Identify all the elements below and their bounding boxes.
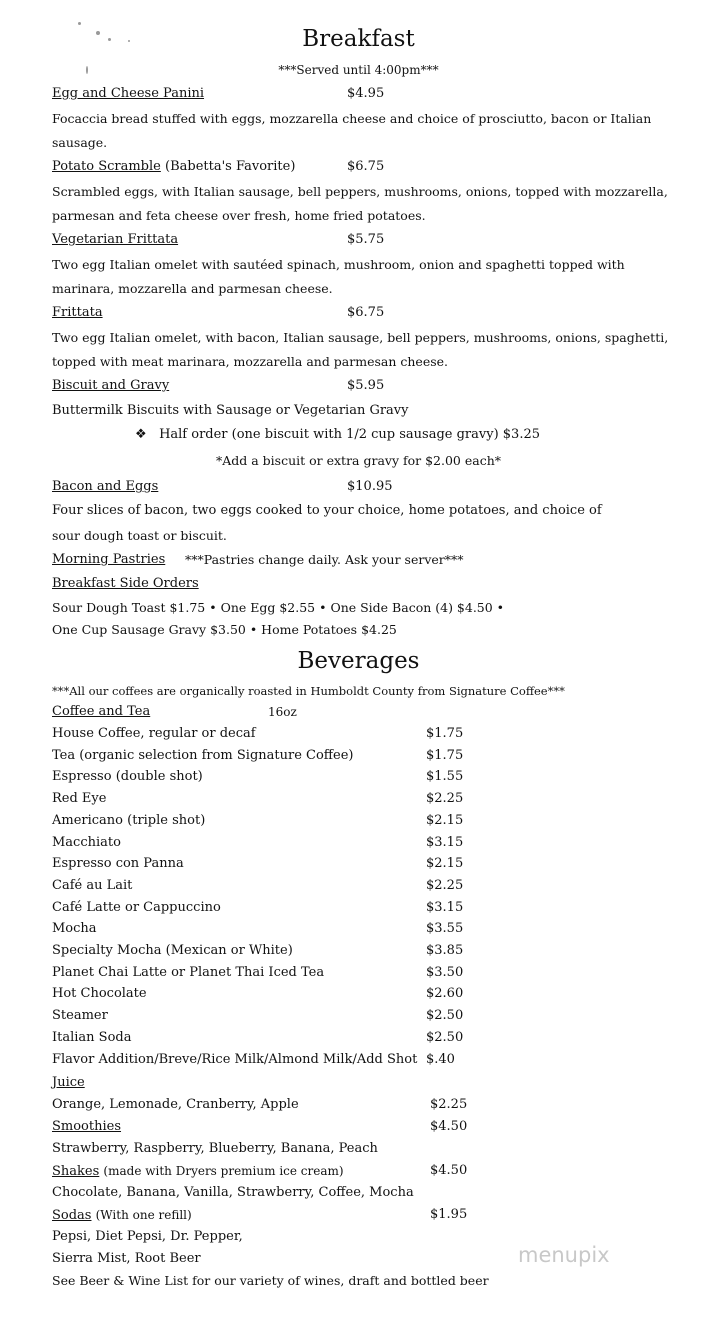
coffee-item-price: $1.55 [426,769,464,784]
side-orders-name: Breakfast Side Orders [52,576,199,591]
coffee-item-price: $3.85 [426,943,464,958]
juice-header: Juice [52,1075,85,1090]
item-biscuit-gravy-note: *Add a biscuit or extra gravy for $2.00 each* [215,453,502,468]
coffee-item-name: Macchiato [52,835,121,850]
item-egg-cheese-panini-name: Egg and Cheese Panini [52,86,205,101]
item-potato-scramble-desc: parmesan and feta cheese over fresh, home fried potatoes. [52,208,426,223]
coffee-item-price: $1.75 [426,726,464,741]
sodas-heading [52,1206,192,1225]
coffee-item-name: Espresso con Panna [52,856,184,871]
coffee-item-name: Espresso (double shot) [52,769,203,784]
coffee-item-name: House Coffee, regular or decaf [52,726,256,741]
item-frittata-desc: topped with meat marinara, mozzarella and parmesan cheese. [52,354,449,369]
coffee-item-price: $2.25 [426,878,464,893]
beer-wine-footer: See Beer & Wine List for our variety of wines, draft and bottled beer [52,1273,489,1288]
item-bacon-eggs-desc: sour dough toast or biscuit. [52,528,227,543]
juice-price: $2.25 [430,1097,468,1112]
coffee-item-name: Mocha [52,921,97,936]
smoothies-price: $4.50 [430,1119,468,1134]
shakes-suffix: (made with Dryers premium ice cream) [103,1164,344,1178]
shakes-header: Shakes [52,1164,100,1179]
item-bacon-eggs-desc: Four slices of bacon, two eggs cooked to your choice, home potatoes, and choice of [52,503,602,518]
sodas-price: $1.95 [430,1207,468,1222]
sodas-suffix: (With one refill) [95,1208,192,1222]
item-potato-scramble-desc: Scrambled eggs, with Italian sausage, bell peppers, mushrooms, onions, topped with mozzarella, [52,184,668,199]
item-egg-cheese-panini-desc: Focaccia bread stuffed with eggs, mozzarella cheese and choice of prosciutto, bacon or Italian [52,111,652,126]
beverages-title: Beverages [297,648,420,674]
coffee-item-name: Planet Chai Latte or Planet Thai Iced Tea [52,965,325,980]
coffee-item-name: Café Latte or Cappuccino [52,900,221,915]
coffee-item-name: Steamer [52,1008,108,1023]
coffee-item-price: $3.50 [426,965,464,980]
item-frittata-name: Frittata [52,305,103,320]
morning-pastries-name: Morning Pastries [52,552,166,567]
sodas-header: Sodas [52,1208,92,1223]
item-potato-scramble-heading [52,158,295,176]
coffee-item-name: Red Eye [52,791,107,806]
coffee-tea-header: Coffee and Tea [52,704,151,719]
item-potato-scramble-suffix: (Babetta's Favorite) [165,159,296,174]
diamond-bullet-icon: ❖ [135,427,147,442]
juice-items: Orange, Lemonade, Cranberry, Apple [52,1097,299,1112]
item-vegetarian-frittata-desc: Two egg Italian omelet with sautéed spinach, mushroom, onion and spaghetti topped with [52,257,625,272]
item-vegetarian-frittata-desc: marinara, mozzarella and parmesan cheese. [52,281,333,296]
shakes-items: Chocolate, Banana, Vanilla, Strawberry, Coffee, Mocha [52,1185,414,1200]
coffee-item-price: $2.50 [426,1030,464,1045]
coffee-item-price: $1.75 [426,748,464,763]
coffee-size-label: 16oz [268,705,297,719]
item-biscuit-gravy-name: Biscuit and Gravy [52,378,170,393]
sodas-items: Pepsi, Diet Pepsi, Dr. Pepper, [52,1229,243,1244]
coffee-item-price: $2.15 [426,813,464,828]
half-order-text: Half order (one biscuit with 1/2 cup sausage gravy) $3.25 [159,427,541,442]
side-orders-line: Sour Dough Toast $1.75 • One Egg $2.55 • One Side Bacon (4) $4.50 • [52,600,505,615]
item-potato-scramble-price: $6.75 [347,159,385,174]
menupix-watermark: menupix [518,1243,610,1267]
smoothies-header: Smoothies [52,1119,122,1134]
coffee-item-name: Tea (organic selection from Signature Coffee) [52,748,354,763]
served-note: ***Served until 4:00pm*** [278,63,439,77]
coffee-item-name: Flavor Addition/Breve/Rice Milk/Almond Milk/Add Shot [52,1052,418,1067]
item-bacon-eggs-price: $10.95 [347,479,393,494]
coffee-item-price: $2.25 [426,791,464,806]
sodas-items: Sierra Mist, Root Beer [52,1251,201,1266]
coffee-item-name: Americano (triple shot) [52,813,206,828]
coffee-item-price: $2.15 [426,856,464,871]
coffee-item-name: Italian Soda [52,1030,132,1045]
item-biscuit-gravy-desc: Buttermilk Biscuits with Sausage or Vegetarian Gravy [52,403,409,418]
item-biscuit-gravy-half-order [135,426,540,444]
item-egg-cheese-panini-price: $4.95 [347,86,385,101]
coffee-item-price: $.40 [426,1052,455,1067]
side-orders-line: One Cup Sausage Gravy $3.50 • Home Potatoes $4.25 [52,622,397,637]
item-vegetarian-frittata-name: Vegetarian Frittata [52,232,179,247]
breakfast-title: Breakfast [302,26,415,52]
coffee-item-price: $3.55 [426,921,464,936]
item-egg-cheese-panini-desc: sausage. [52,135,108,150]
shakes-price: $4.50 [430,1163,468,1178]
item-vegetarian-frittata-price: $5.75 [347,232,385,247]
coffee-item-price: $3.15 [426,900,464,915]
coffee-item-price: $3.15 [426,835,464,850]
shakes-heading [52,1162,344,1181]
item-frittata-price: $6.75 [347,305,385,320]
beverages-note: ***All our coffees are organically roasted in Humboldt County from Signature Coffee*** [52,684,565,698]
coffee-item-name: Café au Lait [52,878,133,893]
coffee-item-price: $2.50 [426,1008,464,1023]
coffee-item-name: Hot Chocolate [52,986,147,1001]
item-potato-scramble-name: Potato Scramble [52,159,161,174]
item-frittata-desc: Two egg Italian omelet, with bacon, Italian sausage, bell peppers, mushrooms, onions, spaghetti, [52,330,669,345]
coffee-item-price: $2.60 [426,986,464,1001]
smoothies-items: Strawberry, Raspberry, Blueberry, Banana, Peach [52,1141,378,1156]
morning-pastries-note: ***Pastries change daily. Ask your server*** [185,552,464,567]
item-bacon-eggs-name: Bacon and Eggs [52,479,159,494]
coffee-item-name: Specialty Mocha (Mexican or White) [52,943,293,958]
item-biscuit-gravy-price: $5.95 [347,378,385,393]
